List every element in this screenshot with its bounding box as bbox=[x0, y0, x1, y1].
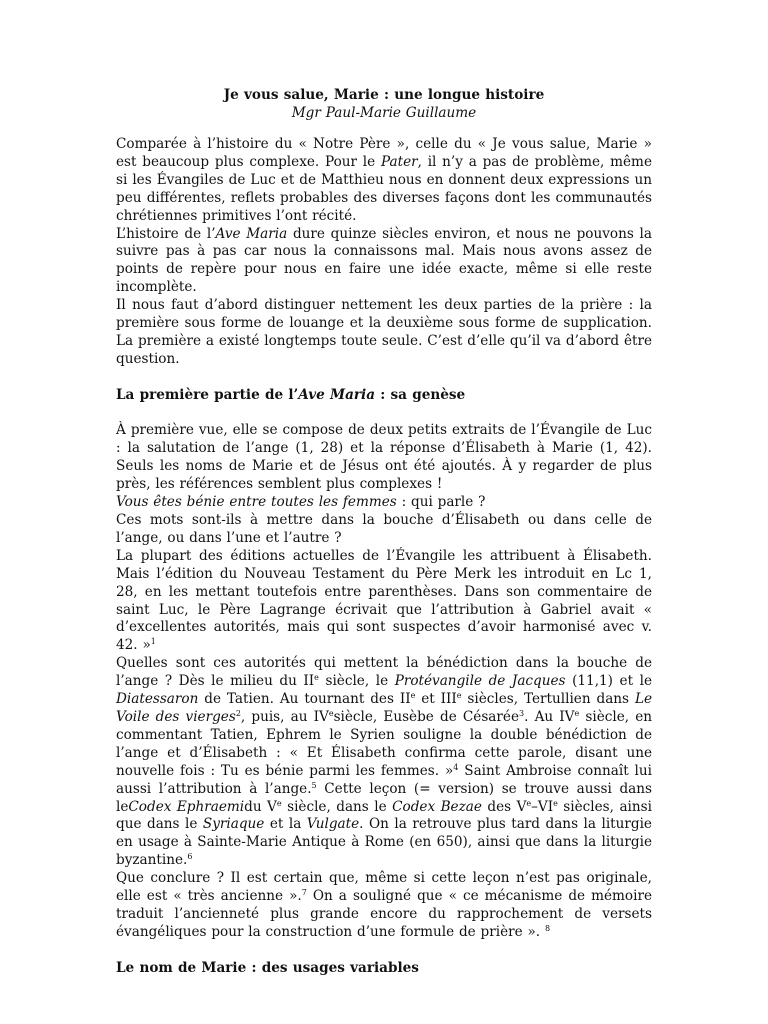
footnote-ref: 3 bbox=[519, 708, 525, 718]
genese-paragraph-5: Que conclure ? Il est certain que, même si cette leçon n’est pas originale, elle est « très ancienne ».$^7$ On a souligné que « ce mécanisme de mémoire traduit l’ancienneté plus grande encore du rapprochement de versets évangéliques pour la construction d’une formule de prière ». $^8$ bbox=[116, 870, 653, 940]
section-heading-nom-de-marie: Le nom de Marie : des usages variables bbox=[116, 959, 419, 976]
genese-paragraph-1: À première vue, elle se compose de deux petits extraits de l’Évangile de Luc : la salutation de l’ange (1, 28) et la réponse d’Élisabeth à Marie (1, 42). Seuls les noms de Marie et de Jésus ont été ajoutés. À y regarder de plus près, les références semblent plus complexes ! bbox=[116, 422, 652, 493]
document-body bbox=[116, 136, 652, 978]
spacer bbox=[116, 405, 652, 423]
section-heading-genese: La première partie de l’Ave Maria : sa genèse bbox=[116, 386, 466, 403]
spacer bbox=[116, 369, 652, 387]
footnote-ref: 8 bbox=[544, 923, 551, 933]
footnote-ref: 5 bbox=[311, 780, 317, 790]
genese-question: Vous êtes bénie entre toutes les femmes : qui parle ? bbox=[116, 494, 486, 511]
genese-paragraph-2: Ces mots sont-ils à mettre dans la bouche d’Élisabeth ou dans celle de l’ange, ou dans l’une et l’autre ? bbox=[116, 512, 652, 546]
intro-paragraph-3: Il nous faut d’abord distinguer nettement les deux parties de la prière : la première sous forme de louange et la deuxième sous forme de supplication. La première a existé longtemps toute seule. C’est d’elle qu’il va d’abord être question. bbox=[116, 297, 652, 367]
intro-paragraph-1: Comparée à l’histoire du « Notre Père », celle du « Je vous salue, Marie » est beaucoup plus complexe. Pour le Pater, il n’y a pas de problème, même si les Évangiles de Luc et de Matthieu nous en donnent deux expressions un peu différentes, reflets probables des diverses façons dont les communautés chrétiennes primitives l’ont récité. bbox=[116, 136, 652, 224]
footnote-ref: 4 bbox=[453, 762, 459, 772]
document-author: Mgr Paul-Marie Guillaume bbox=[291, 105, 477, 121]
footnote-ref: 7 bbox=[301, 888, 307, 898]
document-title: Je vous salue, Marie : une longue histoire bbox=[223, 87, 545, 103]
spacer bbox=[116, 942, 652, 960]
intro-paragraph-2: L’histoire de l’Ave Maria dure quinze siècles environ, et nous ne pouvons la suivre pas à pas car nous la connaissons mal. Mais nous avons assez de points de repère pour nous en faire une idée exacte, même si elle reste incomplète. bbox=[116, 225, 652, 296]
genese-paragraph-3: La plupart des éditions actuelles de l’Évangile les attribuent à Élisabeth. Mais l’édition du Nouveau Testament du Père Merk les introduit en Lc 1, 28, en les mettant toutefois entre parenthèses. Dans son commentaire de saint Luc, le Père Lagrange écrivait que l’attribution à Gabriel avait « d’excellentes autorités, mais qui sont suspectes d’avoir harmonisé avec v. 42. »$^1$ bbox=[116, 547, 652, 654]
footnote-ref: 1 bbox=[150, 637, 156, 647]
footnote-ref: 2 bbox=[235, 708, 241, 718]
footnote-ref: 6 bbox=[187, 852, 193, 862]
genese-paragraph-4: Quelles sont ces autorités qui mettent la bénédiction dans la bouche de l’ange ? Dès le milieu du IIe siècle, le Protévangile de Jacques (11,1) et le Diatessaron de Tatien. Au tournant des IIe et IIIe siècles, Tertullien dans Le Voile des vierges$^2$, puis, au IVesiècle, Eusèbe de Césarée$^3$. Au IVe siècle, en commentant Tatien, Ephrem le Syrien souligne la double bénédiction de l’ange et d’Élisabeth : « Et Élisabeth confirma cette parole, disant une nouvelle fois : Tu es bénie parmi les femmes. »$^4$ Saint Ambroise connaît lui aussi l’attribution à l’ange.$^5$ Cette leçon (= version) se trouve aussi dans leCodex Ephraemidu Ve siècle, dans le Codex Bezae des Ve–VIe siècles, ainsi que dans le Syriaque et la Vulgate. On la retrouve plus tard dans la liturgie en usage à Sainte-Marie Antique à Rome (en 650), ainsi que dans la liturgie byzantine.$^6$ bbox=[116, 655, 653, 869]
